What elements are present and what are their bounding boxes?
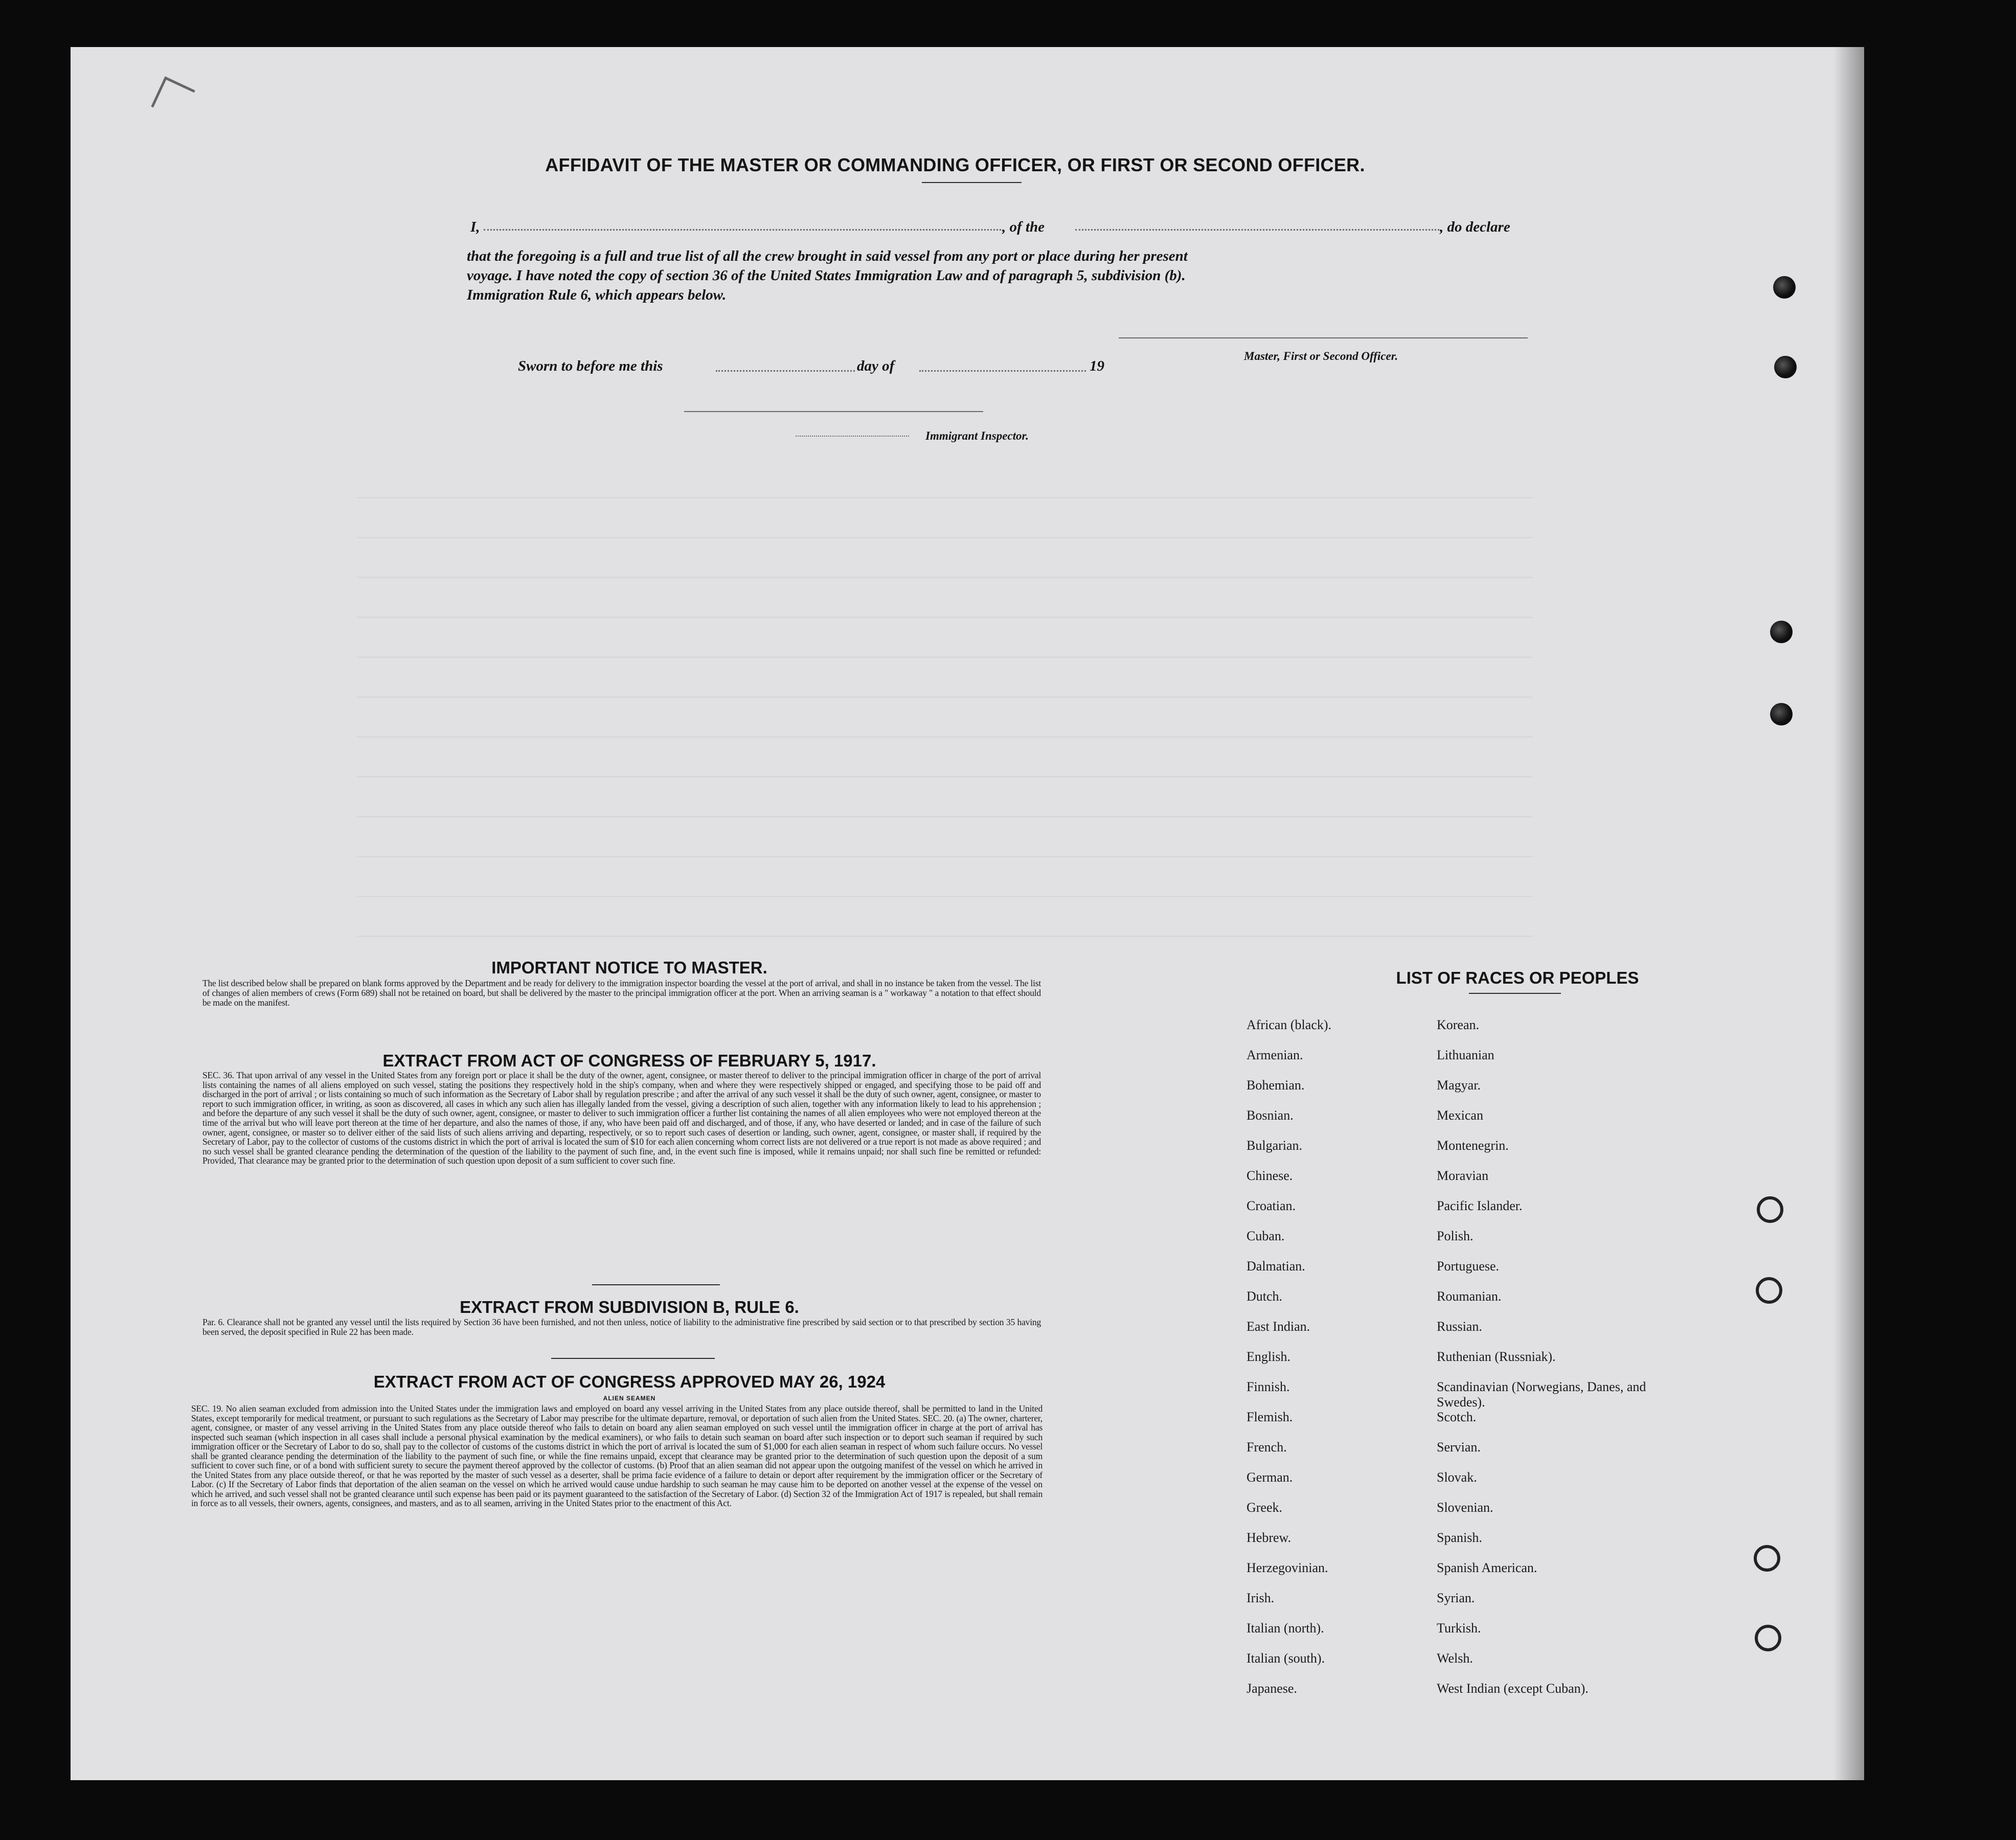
race-item: Slovak.	[1437, 1470, 1477, 1485]
sworn-month-field[interactable]	[919, 370, 1086, 372]
race-item: Bosnian.	[1247, 1108, 1294, 1123]
race-item: Flemish.	[1247, 1410, 1293, 1424]
document-page	[71, 47, 1864, 1780]
race-item: Dutch.	[1247, 1289, 1283, 1304]
declaration-line-3: Immigration Rule 6, which appears below.	[467, 287, 727, 303]
race-item: English.	[1247, 1349, 1290, 1364]
extract-1924-text: SEC. 19. No alien seaman excluded from admission into the United States under the immigration laws and employed on board any vessel arriving in the United States from any place outside thereof, shall be permitted to land in the United States, except temporarily for medical treatment, or pursuant to such regulations as the Secretary of Labor may prescribe for the ultimate departure, removal, or deportation of such alien from the United States. SEC. 20. (a) The owner, charterer, agent, consignee, or master of any vessel arriving in the United States from any place outside thereof who fails to detain on board any alien seaman employed on such vessel until the immigration officer in charge at the port of arrival has inspected such seaman (which inspection in all cases shall include a personal physical examination by the medical examiners), or who fails to detain such seaman on board after such inspection or to deport such seaman if required by such immigration officer or the Secretary of Labor to do so, shall pay to the collector of customs of the customs district in which the port of arrival is located the sum of $1,000 for each alien seaman in respect of whom such failure occurs. No vessel shall be granted clearance pending the determination of the liability to the payment of such fine, or while the fine remains unpaid, except that clearance may be granted prior to the determination of such question upon the deposit of a sum sufficient to cover such fine, or of a bond with sufficient surety to secure the payment thereof approved by the collector of customs. (b) Proof that an alien seaman did not appear upon the outgoing manifest of the vessel on which he arrived in the United States from any place outside thereof, or that he was reported by the master of such vessel as a deserter, shall be prima facie evidence of a failure to detain or deport after requirement by the immigration officer or the Secretary of Labor. (c) If the Secretary of Labor finds that deportation of the alien seaman on the vessel on which he arrived would cause undue hardship to such seaman he may cause him to be deported on another vessel at the expense of the vessel on which he arrived, and such vessel shall not be granted clearance until such expense has been paid or its payment guaranteed to the satisfaction of the Secretary of Labor. (d) Section 32 of the Immigration Act of 1917 is repealed, but shall remain in force as to all vessels, their owners, agents, consignees, and masters, and as to all seamen, arriving in the United States prior to the enactment of this Act.	[191, 1403, 1043, 1508]
extract-1917-text: SEC. 36. That upon arrival of any vessel in the United States from any foreign port or place it shall be the duty of the owner, agent, consignee, or master thereof to deliver to the principal immigration officer in charge of the port of arrival lists containing the names of all aliens employed on such vessel, stating the positions they respectively hold in the ship's company, when and where they were respectively shipped or engaged, and specifying those to be paid off and discharged in the port of arrival ; or lists containing so much of such information as the Secretary of Labor shall by regulation prescribe ; and after the arrival of any such vessel it shall be the duty of such owner, agent, consignee, or master to report to such immigration officer, in writing, as soon as discovered, all cases in which any such alien has illegally landed from the vessel, giving a description of such alien, together with any information likely to lead to his apprehension ; and before the departure of any such vessel it shall be the duty of such owner, agent, consignee, or master to deliver to such immigration officer a further list containing the names of all alien employees who were not employed thereon at the time of the arrival but who will leave port thereon at the time of her departure, and also the names of those, if any, who have been paid off and discharged, and of those, if any, who have deserted or landed; and in case of the failure of such owner, agent, consignee, or master so to deliver either of the said lists of such aliens arriving and departing, respectively, or so to report such cases of desertion or landing, such owner, agent, consignee, or master shall, if required by the Secretary of Labor, pay to the collector of customs of the customs district in which the port of arrival is located the sum of $10 for each alien concerning whom correct lists are not delivered or a true report is not made as above required ; and no such vessel shall be granted clearance pending the determination of the question of the liability to the payment of such fine, and, in the event such fine is imposed, while it remains unpaid; nor shall such fine be remitted or refunded: Provided, That clearance may be granted prior to the determination of such question upon deposit of a sum sufficient to cover such fine.	[202, 1070, 1041, 1166]
binder-hole	[1770, 621, 1793, 643]
race-item: Lithuanian	[1437, 1048, 1494, 1062]
races-left-column	[1247, 1017, 1441, 1711]
notice-text: The list described below shall be prepared on blank forms approved by the Department and be ready for delivery to the immigration inspector boarding the vessel at the port of arrival, and shall in no instance be taken from the vessel. The list of changes of alien members of crews (Form 689) shall not be retained on board, but shall be delivered by the master to the principal immigration officer at the port. When an arriving seaman is a " workaway " a notation to that effect should be made on the manifest.	[202, 978, 1041, 1008]
race-item: German.	[1247, 1470, 1293, 1485]
race-item: Spanish American.	[1437, 1560, 1537, 1575]
sworn-day-field[interactable]	[716, 370, 855, 372]
race-item: Finnish.	[1247, 1379, 1290, 1394]
inspector-label: Immigrant Inspector.	[925, 429, 1029, 442]
race-item: Scandinavian (Norwegians, Danes, and Swedes).	[1437, 1379, 1646, 1410]
race-item: Bohemian.	[1247, 1078, 1305, 1093]
races-right-column	[1437, 1017, 1692, 1711]
race-item: Cuban.	[1247, 1229, 1285, 1243]
binder-hole	[1770, 703, 1793, 725]
race-item: Italian (north).	[1247, 1621, 1324, 1635]
race-item: Syrian.	[1437, 1591, 1475, 1605]
race-item: East Indian.	[1247, 1319, 1310, 1334]
section-divider	[551, 1358, 715, 1359]
declaration-line-2: voyage. I have noted the copy of section 36 of the United States Immigration Law and of paragraph 5, subdivision (b).	[467, 267, 1186, 284]
race-item: Pacific Islander.	[1437, 1198, 1523, 1213]
race-item: French.	[1247, 1440, 1287, 1455]
inspector-dot-leader	[796, 436, 909, 437]
sworn-label: Sworn to before me this	[518, 358, 663, 374]
do-declare-label: , do declare	[1440, 219, 1510, 235]
race-item: Dalmatian.	[1247, 1259, 1305, 1274]
binder-hole	[1774, 356, 1797, 378]
race-item: Slovenian.	[1437, 1500, 1493, 1515]
race-item: Irish.	[1247, 1591, 1275, 1605]
races-title: LIST OF RACES OR PEOPLES	[1396, 968, 1639, 987]
affidavit-title: AFFIDAVIT OF THE MASTER OR COMMANDING OFFICER, OR FIRST OR SECOND OFFICER.	[545, 154, 1365, 175]
extract-rule6-text: Par. 6. Clearance shall not be granted any vessel until the lists required by Section 36 have been furnished, and not then unless, notice of liability to the administrative fine prescribed by said section or to that prescribed by section 35 having been served, the deposit specified in Rule 22 has been made.	[202, 1317, 1041, 1337]
master-signature-line[interactable]	[1119, 337, 1528, 338]
race-item: Japanese.	[1247, 1681, 1297, 1696]
race-item: Turkish.	[1437, 1621, 1481, 1635]
race-item: Hebrew.	[1247, 1530, 1292, 1545]
race-item: Italian (south).	[1247, 1651, 1325, 1666]
race-item: West Indian (except Cuban).	[1437, 1681, 1589, 1696]
extract-1924-title: EXTRACT FROM ACT OF CONGRESS APPROVED MAY 26, 1924	[373, 1372, 886, 1391]
notice-title: IMPORTANT NOTICE TO MASTER.	[491, 958, 767, 977]
race-item: Chinese.	[1247, 1168, 1293, 1183]
race-item: Korean.	[1437, 1017, 1480, 1032]
race-item: Herzegovinian.	[1247, 1560, 1328, 1575]
of-the-label: , of the	[1002, 219, 1045, 235]
inspector-signature-line[interactable]	[684, 411, 983, 412]
race-item: Greek.	[1247, 1500, 1283, 1515]
binder-hole	[1757, 1196, 1783, 1223]
binder-hole	[1754, 1545, 1780, 1572]
binder-hole	[1773, 276, 1796, 299]
extract-1917-title: EXTRACT FROM ACT OF CONGRESS OF FEBRUARY 5, 1917.	[382, 1051, 876, 1070]
race-item: Polish.	[1437, 1229, 1474, 1243]
race-item: Roumanian.	[1437, 1289, 1502, 1304]
race-item: Magyar.	[1437, 1078, 1481, 1093]
affidavit-i-label: I,	[470, 219, 480, 235]
race-item: Ruthenian (Russniak).	[1437, 1349, 1556, 1364]
declaration-line-1: that the foregoing is a full and true list of all the crew brought in said vessel from any port or place during her present	[467, 248, 1188, 264]
page-edge-shadow	[1833, 47, 1864, 1780]
race-item: Armenian.	[1247, 1048, 1303, 1062]
race-item: Russian.	[1437, 1319, 1482, 1334]
race-item: Montenegrin.	[1437, 1138, 1509, 1153]
race-item: Servian.	[1437, 1440, 1481, 1455]
year-label: 19	[1090, 358, 1104, 374]
race-item: Croatian.	[1247, 1198, 1296, 1213]
bleed-through-texture	[357, 497, 1533, 957]
corner-pen-mark	[151, 76, 195, 120]
race-item: Spanish.	[1437, 1530, 1482, 1545]
binder-hole	[1756, 1277, 1782, 1304]
race-item: Scotch.	[1437, 1410, 1477, 1424]
races-title-underline	[1469, 993, 1561, 994]
race-item: Moravian	[1437, 1168, 1489, 1183]
binder-hole	[1755, 1625, 1781, 1651]
race-item: African (black).	[1247, 1017, 1332, 1032]
master-name-field[interactable]	[484, 229, 1001, 231]
race-item: Bulgarian.	[1247, 1138, 1303, 1153]
vessel-name-field[interactable]	[1075, 229, 1439, 231]
master-signature-label: Master, First or Second Officer.	[1244, 350, 1398, 362]
title-underline	[922, 182, 1022, 183]
race-item: Mexican	[1437, 1108, 1483, 1123]
extract-rule6-title: EXTRACT FROM SUBDIVISION B, RULE 6.	[460, 1298, 799, 1316]
race-item: Portuguese.	[1437, 1259, 1500, 1274]
day-of-label: day of	[857, 358, 895, 374]
section-divider	[592, 1284, 720, 1285]
extract-1924-subtitle: ALIEN SEAMEN	[603, 1395, 656, 1402]
race-item: Welsh.	[1437, 1651, 1473, 1666]
